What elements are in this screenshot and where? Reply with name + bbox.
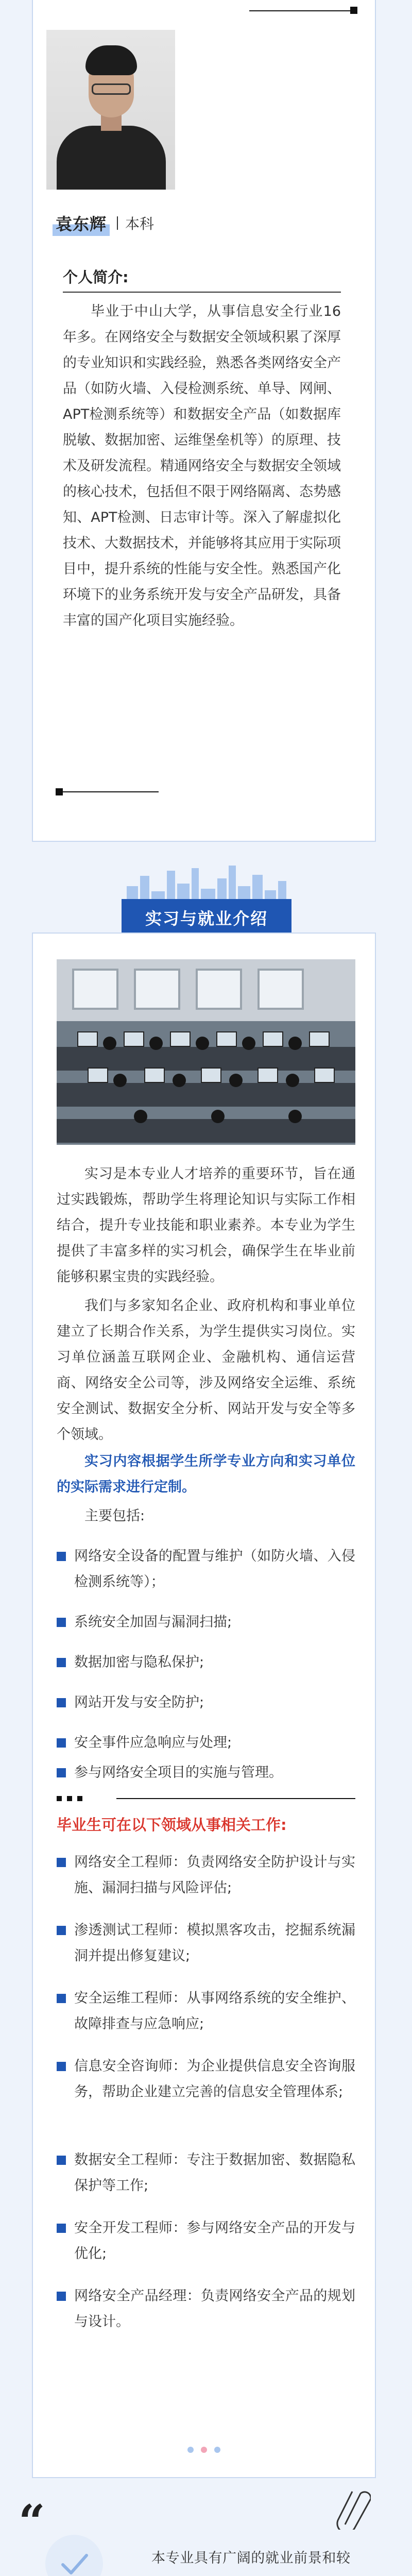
list-item: 信息安全咨询师：为企业提供信息安全咨询服务，帮助企业建立完善的信息安全管理体系; — [57, 2054, 355, 2105]
bullet-square-icon — [57, 1658, 66, 1667]
intro-title: 个人简介: — [63, 268, 129, 286]
intro-rule — [63, 292, 341, 293]
name-separator — [117, 216, 118, 230]
list-item: 网络安全产品经理：负责网络安全产品的规划与设计。 — [57, 2283, 355, 2335]
para-customized: 实习内容根据学生所学专业方向和实习单位的实际需求进行定制。 — [57, 1453, 355, 1495]
bullet-square-icon — [57, 1858, 66, 1867]
list-item: 安全运维工程师：从事网络系统的安全维护、故障排查与应急响应; — [57, 1986, 355, 2037]
bullet-square-icon — [57, 1738, 66, 1748]
bullet-square-icon — [57, 2224, 66, 2233]
check-icon — [45, 2535, 103, 2576]
list-item: 数据加密与隐私保护; — [57, 1650, 355, 1675]
list-item: 系统安全加固与漏洞扫描; — [57, 1609, 355, 1635]
bullet-square-icon — [57, 2292, 66, 2301]
teacher-photo — [46, 30, 175, 190]
bullet-square-icon — [57, 2156, 66, 2165]
list-item: 参与网络安全项目的实施与管理。 — [57, 1760, 355, 1786]
bullet-square-icon — [57, 2062, 66, 2071]
page-dots — [185, 2445, 227, 2455]
list-item: 数据安全工程师：专注于数据加密、数据隐私保护等工作; — [57, 2147, 355, 2199]
section-divider — [57, 1796, 355, 1801]
top-right-corner-mark — [350, 7, 357, 14]
list-item: 安全开发工程师：参与网络安全产品的开发与优化; — [57, 2215, 355, 2267]
teacher-name-row — [53, 210, 154, 236]
list-item: 渗透测试工程师：模拟黑客攻击，挖掘系统漏洞并提出修复建议; — [57, 1918, 355, 1969]
bottom-left-rule — [56, 791, 159, 792]
list-item: 网络安全工程师：负责网络安全防护设计与实施、漏洞扫描与风险评估; — [57, 1850, 355, 1901]
teacher-name: 袁东辉 — [53, 210, 110, 236]
paperclip-icon — [335, 2483, 371, 2530]
list-item: 安全事件应急响应与处理; — [57, 1730, 355, 1756]
para-main-includes: 主要包括: — [84, 1508, 145, 1524]
top-right-rule — [249, 10, 352, 11]
bullet-square-icon — [57, 1698, 66, 1707]
list-item: 网站开发与安全防护; — [57, 1690, 355, 1716]
bullet-square-icon — [57, 1552, 66, 1561]
closing-text: 本专业具有广阔的就业前景和较 — [151, 2550, 350, 2566]
bullet-square-icon — [57, 1618, 66, 1627]
section-title-banner: 实习与就业介绍 — [122, 899, 291, 936]
para-internship-intro: 实习是本专业人才培养的重要环节，旨在通过实践锻炼，帮助学生将理论知识与实际工作相结合，提升专业技能和职业素养。本专业为学生提供了丰富多样的实习机会，确保学生在毕业前能够积累宝贵的实践经验。 — [57, 1166, 355, 1285]
teacher-intro: 毕业于中山大学，从事信息安全行业16年多。在网络安全与数据安全领域积累了深厚的专业知识和实践经验，熟悉各类网络安全产品（如防火墙、入侵检测系统、单导、网闸、APT检测系统等）和数据安全产品（如数据库脱敏、数据加密、运维堡垒机等）的原理、技术及研发流程。精通网络安全与数据安全领域的核心技术，包括但不限于网络隔离、态势感知、APT检测、日志审计等。深入了解虚拟化技术、大数据技术，并能够将其应用于实际项目中，提升系统的性能与安全性。熟悉国产化环境下的业务系统开发与安全产品研发，具备丰富的国产化项目实施经验。 — [63, 303, 341, 629]
teacher-degree: 本科 — [125, 215, 154, 232]
bullet-square-icon — [57, 1768, 66, 1777]
jobs-title: 毕业生可在以下领域从事相关工作: — [57, 1816, 287, 1834]
bullet-square-icon — [57, 1994, 66, 2003]
para-partners: 我们与多家知名企业、政府机构和事业单位建立了长期合作关系，为学生提供实习岗位。实习单位涵盖互联网企业、金融机构、通信运营商、网络安全公司等，涉及网络安全运维、系统安全测试、数据安全分析、网站开发与安全等多个领域。 — [57, 1298, 355, 1443]
classroom-photo — [57, 959, 355, 1145]
bullet-square-icon — [57, 1926, 66, 1935]
list-item: 网络安全设备的配置与维护（如防火墙、入侵检测系统等）； — [57, 1544, 355, 1595]
quote-icon: “ — [19, 2495, 45, 2549]
